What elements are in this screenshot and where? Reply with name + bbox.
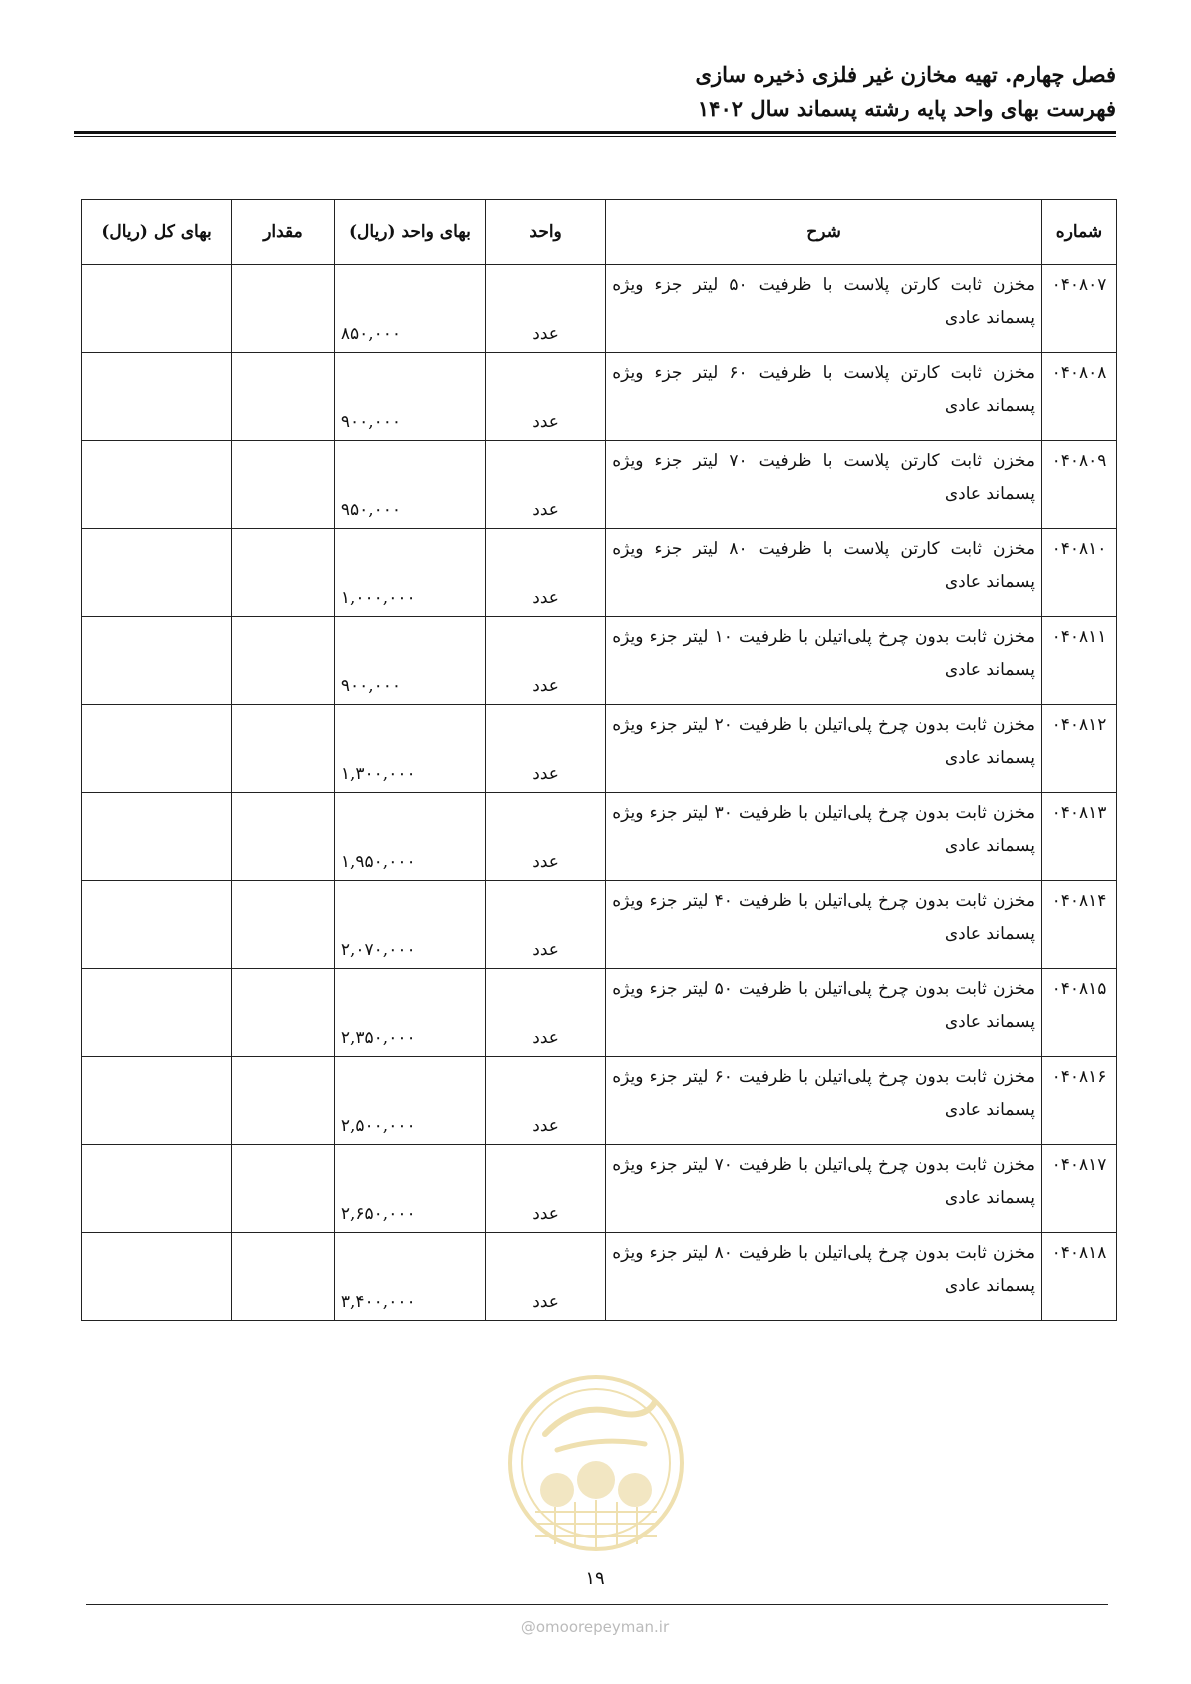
item-description: مخزن ثابت کارتن پلاست با ظرفیت ۶۰ لیتر جزء ویژه پسماند عادی <box>606 353 1042 441</box>
item-quantity <box>232 617 335 705</box>
item-unit-price: ۱,۰۰۰,۰۰۰ <box>334 529 485 617</box>
item-unit-price: ۲,۶۵۰,۰۰۰ <box>334 1145 485 1233</box>
item-total-price <box>82 1057 232 1145</box>
header-code: شماره <box>1041 200 1116 265</box>
table-row <box>82 705 1117 793</box>
item-unit: عدد <box>485 969 605 1057</box>
item-quantity <box>232 353 335 441</box>
price-table <box>81 199 1117 1321</box>
item-unit: عدد <box>485 1057 605 1145</box>
chapter-title: فصل چهارم. تهیه مخازن غیر فلزی ذخیره سازی <box>695 62 1116 87</box>
item-description: مخزن ثابت کارتن پلاست با ظرفیت ۵۰ لیتر جزء ویژه پسماند عادی <box>606 265 1042 353</box>
item-code: ۰۴۰۸۰۸ <box>1041 353 1116 441</box>
item-description: مخزن ثابت بدون چرخ پلی‌اتیلن با ظرفیت ۷۰ لیتر جزء ویژه پسماند عادی <box>606 1145 1042 1233</box>
header-unit: واحد <box>485 200 605 265</box>
item-description: مخزن ثابت بدون چرخ پلی‌اتیلن با ظرفیت ۴۰ لیتر جزء ویژه پسماند عادی <box>606 881 1042 969</box>
item-code: ۰۴۰۸۱۱ <box>1041 617 1116 705</box>
item-unit: عدد <box>485 441 605 529</box>
item-quantity <box>232 1145 335 1233</box>
item-code: ۰۴۰۸۱۴ <box>1041 881 1116 969</box>
table-row <box>82 529 1117 617</box>
item-description: مخزن ثابت کارتن پلاست با ظرفیت ۸۰ لیتر جزء ویژه پسماند عادی <box>606 529 1042 617</box>
item-quantity <box>232 1057 335 1145</box>
item-quantity <box>232 265 335 353</box>
table-row <box>82 969 1117 1057</box>
item-unit-price: ۱,۳۰۰,۰۰۰ <box>334 705 485 793</box>
omoorepeyman-logo-seal <box>505 1372 687 1554</box>
table-row <box>82 441 1117 529</box>
header-total-price: بهای کل (ریال) <box>82 200 232 265</box>
item-description: مخزن ثابت بدون چرخ پلی‌اتیلن با ظرفیت ۱۰ لیتر جزء ویژه پسماند عادی <box>606 617 1042 705</box>
table-row <box>82 793 1117 881</box>
item-total-price <box>82 1145 232 1233</box>
item-quantity <box>232 969 335 1057</box>
table-row <box>82 1057 1117 1145</box>
item-total-price <box>82 353 232 441</box>
item-total-price <box>82 529 232 617</box>
item-unit-price: ۹۵۰,۰۰۰ <box>334 441 485 529</box>
item-code: ۰۴۰۸۰۹ <box>1041 441 1116 529</box>
item-unit: عدد <box>485 1233 605 1321</box>
item-description: مخزن ثابت کارتن پلاست با ظرفیت ۷۰ لیتر جزء ویژه پسماند عادی <box>606 441 1042 529</box>
header-description: شرح <box>606 200 1042 265</box>
item-code: ۰۴۰۸۱۵ <box>1041 969 1116 1057</box>
item-total-price <box>82 1233 232 1321</box>
website-watermark: @omoorepeyman.ir <box>520 1618 670 1636</box>
item-description: مخزن ثابت بدون چرخ پلی‌اتیلن با ظرفیت ۸۰ لیتر جزء ویژه پسماند عادی <box>606 1233 1042 1321</box>
table-row <box>82 1145 1117 1233</box>
item-unit: عدد <box>485 265 605 353</box>
item-quantity <box>232 705 335 793</box>
item-unit-price: ۳,۴۰۰,۰۰۰ <box>334 1233 485 1321</box>
item-total-price <box>82 705 232 793</box>
item-quantity <box>232 881 335 969</box>
header-rule-thin <box>74 136 1116 137</box>
item-total-price <box>82 265 232 353</box>
item-code: ۰۴۰۸۱۲ <box>1041 705 1116 793</box>
item-unit-price: ۸۵۰,۰۰۰ <box>334 265 485 353</box>
price-list-title: فهرست بهای واحد پایه رشته پسماند سال ۱۴۰۲ <box>697 96 1116 121</box>
item-unit-price: ۹۰۰,۰۰۰ <box>334 617 485 705</box>
table-row <box>82 353 1117 441</box>
item-total-price <box>82 969 232 1057</box>
item-quantity <box>232 793 335 881</box>
page-header <box>74 58 1116 126</box>
item-quantity <box>232 529 335 617</box>
header-quantity: مقدار <box>232 200 335 265</box>
header-rule-thick <box>74 131 1116 134</box>
item-quantity <box>232 1233 335 1321</box>
item-total-price <box>82 617 232 705</box>
item-code: ۰۴۰۸۰۷ <box>1041 265 1116 353</box>
item-description: مخزن ثابت بدون چرخ پلی‌اتیلن با ظرفیت ۳۰ لیتر جزء ویژه پسماند عادی <box>606 793 1042 881</box>
item-unit: عدد <box>485 705 605 793</box>
item-unit: عدد <box>485 1145 605 1233</box>
table-header-row <box>82 200 1117 265</box>
item-code: ۰۴۰۸۱۷ <box>1041 1145 1116 1233</box>
table-row <box>82 617 1117 705</box>
item-description: مخزن ثابت بدون چرخ پلی‌اتیلن با ظرفیت ۵۰ لیتر جزء ویژه پسماند عادی <box>606 969 1042 1057</box>
item-unit: عدد <box>485 529 605 617</box>
item-description: مخزن ثابت بدون چرخ پلی‌اتیلن با ظرفیت ۲۰ لیتر جزء ویژه پسماند عادی <box>606 705 1042 793</box>
item-code: ۰۴۰۸۱۸ <box>1041 1233 1116 1321</box>
item-unit-price: ۱,۹۵۰,۰۰۰ <box>334 793 485 881</box>
item-code: ۰۴۰۸۱۳ <box>1041 793 1116 881</box>
table-row <box>82 881 1117 969</box>
item-total-price <box>82 881 232 969</box>
item-unit-price: ۹۰۰,۰۰۰ <box>334 353 485 441</box>
item-unit: عدد <box>485 793 605 881</box>
item-total-price <box>82 793 232 881</box>
table-row <box>82 265 1117 353</box>
item-code: ۰۴۰۸۱۰ <box>1041 529 1116 617</box>
item-total-price <box>82 441 232 529</box>
table-row <box>82 1233 1117 1321</box>
item-unit: عدد <box>485 617 605 705</box>
item-unit: عدد <box>485 881 605 969</box>
footer-rule <box>86 1604 1108 1605</box>
item-unit-price: ۲,۳۵۰,۰۰۰ <box>334 969 485 1057</box>
item-quantity <box>232 441 335 529</box>
item-description: مخزن ثابت بدون چرخ پلی‌اتیلن با ظرفیت ۶۰ لیتر جزء ویژه پسماند عادی <box>606 1057 1042 1145</box>
item-unit-price: ۲,۵۰۰,۰۰۰ <box>334 1057 485 1145</box>
item-unit-price: ۲,۰۷۰,۰۰۰ <box>334 881 485 969</box>
header-unit-price: بهای واحد (ریال) <box>334 200 485 265</box>
page-number: ۱۹ <box>585 1568 605 1589</box>
item-unit: عدد <box>485 353 605 441</box>
item-code: ۰۴۰۸۱۶ <box>1041 1057 1116 1145</box>
